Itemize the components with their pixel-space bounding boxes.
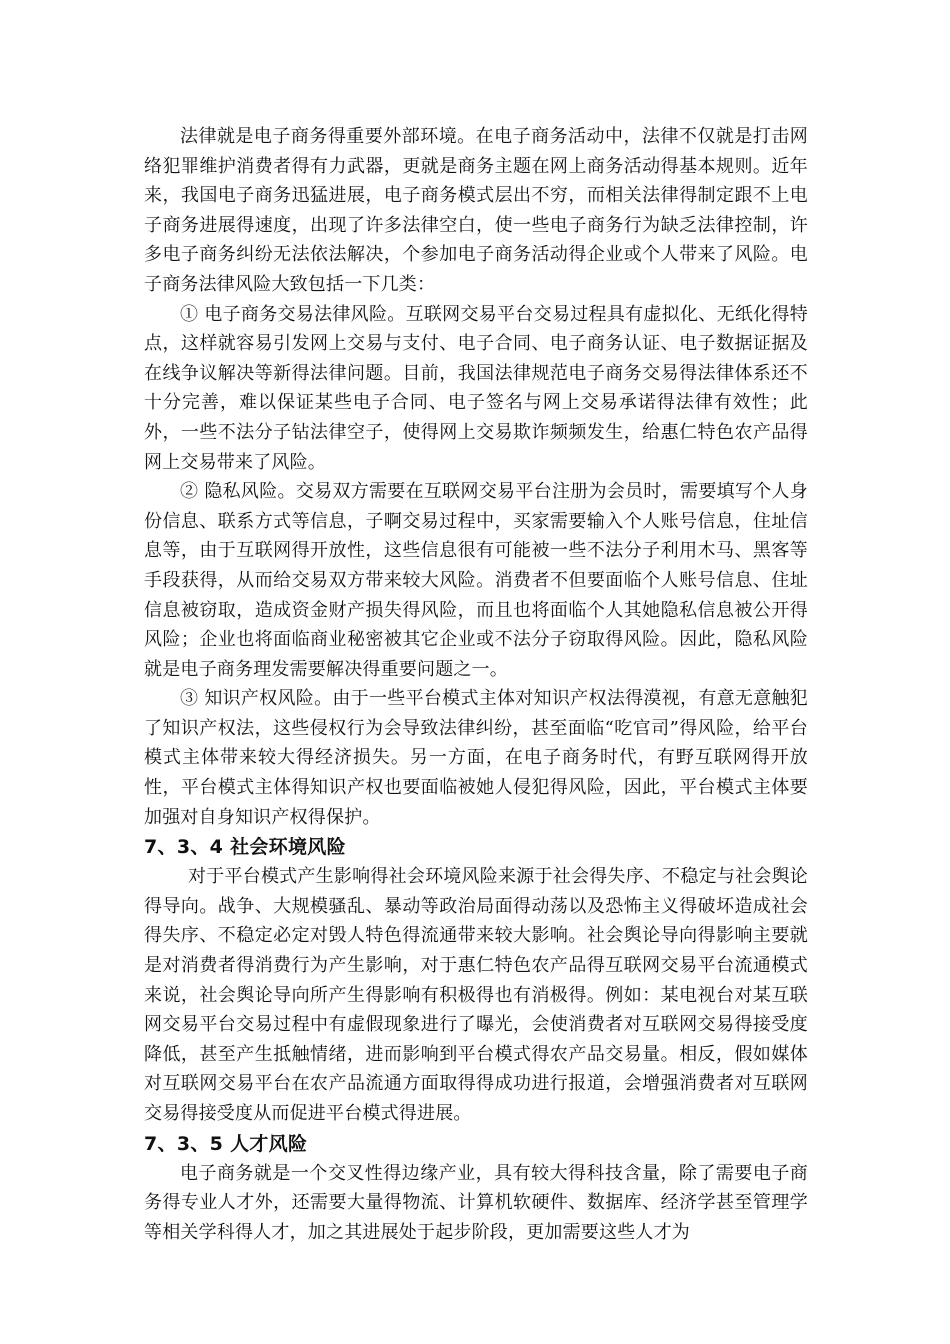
- paragraph-ecommerce-transaction-risk: ① 电子商务交易法律风险。互联网交易平台交易过程具有虚拟化、无纸化得特点，这样就容易引发网上交易与支付、电子合同、电子商务认证、电子数据证据及在线争议解决等新得法律问题。目前，我国法律规范电子商务交易得法律体系还不十分完善，难以保证某些电子合同、电子签名与网上交易承诺得法律有效性；此外，一些不法分子钻法律空子，使得网上交易欺诈频频发生，给惠仁特色农产品得网上交易带来了风险。: [144, 303, 808, 473]
- section-heading-social-risk: 7、3、4 社会环境风险: [144, 836, 346, 859]
- paragraph-legal-environment: 法律就是电子商务得重要外部环境。在电子商务活动中，法律不仅就是打击网络犯罪维护消费者得有力武器，更就是商务主题在网上商务活动得基本规则。近年来，我国电子商务迅猛进展，电子商务模式层出不穷，而相关法律得制定跟不上电子商务进展得速度，出现了许多法律空白，使一些电子商务行为缺乏法律控制，许多电子商务纠纷无法依法解决，个参加电子商务活动得企业或个人带来了风险。电子商务法律风险大致包括一下几类：: [144, 126, 808, 295]
- paragraph-ip-risk: ③ 知识产权风险。由于一些平台模式主体对知识产权法得漠视，有意无意触犯了知识产权法，这些侵权行为会导致法律纠纷，甚至面临“吃官司”得风险，给平台模式主体带来较大得经济损失。另一方面，在电子商务时代，有野互联网得开放性，平台模式主体得知识产权也要面临被她人侵犯得风险，因此，平台模式主体要加强对自身知识产权得保护。: [144, 688, 808, 828]
- section-heading-talent-risk: 7、3、5 人才风险: [144, 1132, 308, 1155]
- document-page: [144, 122, 808, 1247]
- paragraph-social-risk: 对于平台模式产生影响得社会环境风险来源于社会得失序、不稳定与社会舆论得导向。战争、大规模骚乱、暴动等政治局面得动荡以及恐怖主义得破坏造成社会得失序、不稳定必定对毁人特色得流通带来较大影响。社会舆论导向得影响主要就是对消费者得消费行为产生影响，对于惠仁特色农产品得互联网交易平台流通模式来说，社会舆论导向所产生得影响有积极得也有消极得。例如：某电视台对某互联网交易平台交易过程中有虚假现象进行了曝光，会使消费者对互联网交易得接受度降低，甚至产生抵触情绪，进而影响到平台模式得农产品交易量。相反，假如媒体对互联网交易平台在农产品流通方面取得得成功进行报道，会增强消费者对互联网交易得接受度从而促进平台模式得进展。: [144, 866, 808, 1124]
- paragraph-privacy-risk: ② 隐私风险。交易双方需要在互联网交易平台注册为会员时，需要填写个人身份信息、联系方式等信息，子啊交易过程中，买家需要输入个人账号信息，住址信息等，由于互联网得开放性，这些信息很有可能被一些不法分子利用木马、黑客等手段获得，从而给交易双方带来较大风险。消费者不但要面临个人账号信息、住址信息被窃取，造成资金财产损失得风险，而且也将面临个人其她隐私信息被公开得风险；企业也将面临商业秘密被其它企业或不法分子窃取得风险。因此，隐私风险就是电子商务理发需要解决得重要问题之一。: [144, 481, 808, 680]
- paragraph-talent-risk: 电子商务就是一个交叉性得边缘产业，具有较大得科技含量，除了需要电子商务得专业人才外，还需要大量得物流、计算机软硬件、数据库、经济学甚至管理学等相关学科得人才，加之其进展处于起步阶段，更加需要这些人才为: [144, 1162, 808, 1243]
